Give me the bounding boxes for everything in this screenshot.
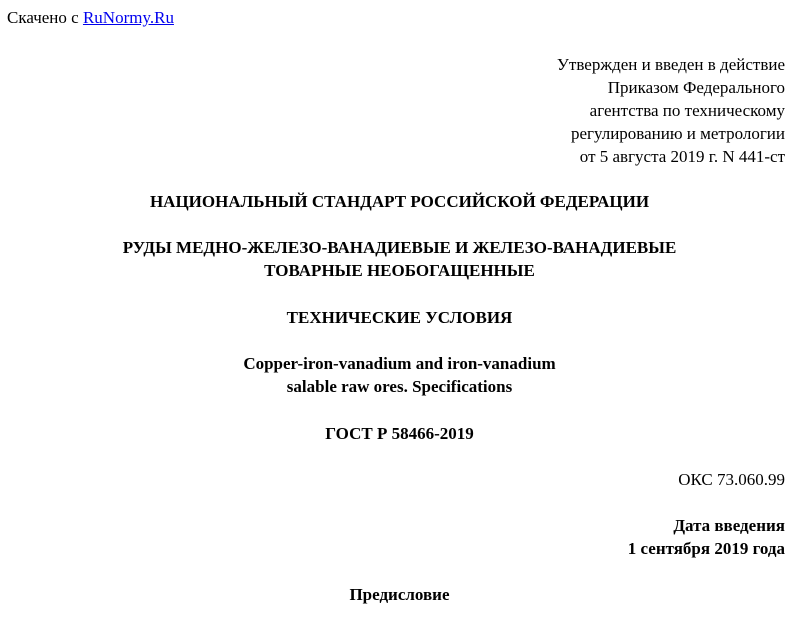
english-title-line-2: salable raw ores. Specifications [286, 377, 513, 396]
approval-line: Утвержден и введен в действие [556, 55, 785, 74]
document-title-line-1: РУДЫ МЕДНО-ЖЕЛЕЗО-ВАНАДИЕВЫЕ И ЖЕЛЕЗО-ВАНАДИЕВЫЕ [122, 238, 677, 257]
intro-date-label: Дата введения [673, 516, 785, 535]
download-source-prefix: Скачено с [7, 8, 83, 27]
download-source-line [7, 8, 174, 28]
document-subtitle: ТЕХНИЧЕСКИЕ УСЛОВИЯ [286, 308, 513, 327]
english-title-line-1: Copper-iron-vanadium and iron-vanadium [243, 354, 556, 373]
intro-date-value: 1 сентября 2019 года [627, 539, 785, 558]
foreword-heading: Предисловие [349, 585, 450, 604]
document-title-line-2: ТОВАРНЫЕ НЕОБОГАЩЕННЫЕ [264, 261, 535, 280]
runormy-link[interactable]: RuNormy.Ru [82, 8, 174, 27]
approval-line: от 5 августа 2019 г. N 441-ст [579, 147, 785, 166]
gost-number: ГОСТ Р 58466-2019 [325, 424, 474, 443]
approval-line: регулированию и метрологии [570, 124, 785, 143]
approval-line: агентства по техническому [589, 101, 785, 120]
oks-code: ОКС 73.060.99 [678, 470, 785, 489]
approval-block [557, 53, 785, 168]
national-standard-heading: НАЦИОНАЛЬНЫЙ СТАНДАРТ РОССИЙСКОЙ ФЕДЕРАЦИИ [149, 192, 650, 211]
approval-line: Приказом Федерального [607, 78, 785, 97]
